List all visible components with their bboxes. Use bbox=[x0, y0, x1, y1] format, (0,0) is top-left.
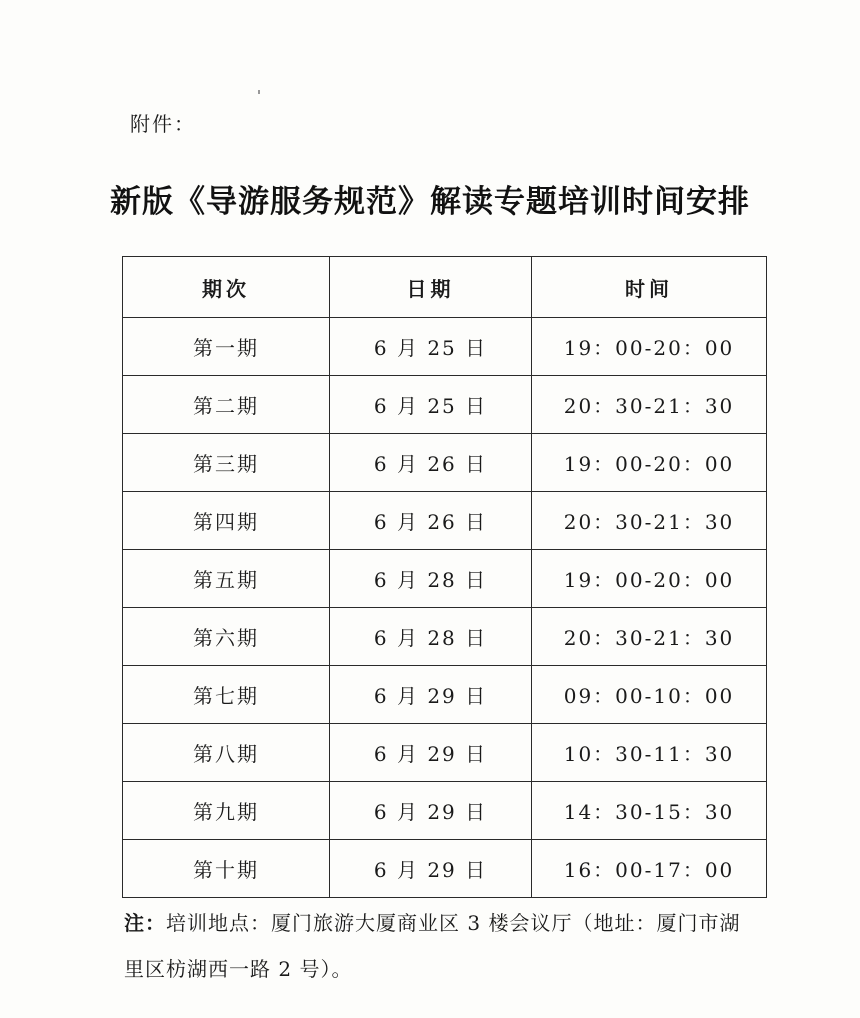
table-row bbox=[123, 840, 767, 898]
table-row bbox=[123, 724, 767, 782]
date-cell: 6 月 29 日 bbox=[330, 666, 532, 724]
time-cell: 20：30-21：30 bbox=[532, 492, 767, 550]
header-time: 时间 bbox=[532, 257, 767, 318]
time-cell: 09：00-10：00 bbox=[532, 666, 767, 724]
table-row bbox=[123, 492, 767, 550]
date-cell: 6 月 25 日 bbox=[330, 318, 532, 376]
session-cell: 第六期 bbox=[123, 608, 330, 666]
time-cell: 10：30-11：30 bbox=[532, 724, 767, 782]
session-cell: 第一期 bbox=[123, 318, 330, 376]
footnote-text: 培训地点：厦门旅游大厦商业区 3 楼会议厅（地址：厦门市湖里区枋湖西一路 2 号）。 bbox=[124, 911, 741, 981]
table-row bbox=[123, 376, 767, 434]
schedule-table bbox=[122, 256, 767, 898]
footnote-label: 注： bbox=[124, 911, 166, 935]
date-cell: 6 月 28 日 bbox=[330, 608, 532, 666]
time-cell: 19：00-20：00 bbox=[532, 318, 767, 376]
time-cell: 19：00-20：00 bbox=[532, 434, 767, 492]
time-cell: 14：30-15：30 bbox=[532, 782, 767, 840]
session-cell: 第三期 bbox=[123, 434, 330, 492]
date-cell: 6 月 29 日 bbox=[330, 840, 532, 898]
scan-speck bbox=[258, 90, 260, 94]
table-row bbox=[123, 782, 767, 840]
table-row bbox=[123, 666, 767, 724]
session-cell: 第五期 bbox=[123, 550, 330, 608]
table-row bbox=[123, 434, 767, 492]
session-cell: 第九期 bbox=[123, 782, 330, 840]
table-row bbox=[123, 608, 767, 666]
header-session: 期次 bbox=[123, 257, 330, 318]
date-cell: 6 月 26 日 bbox=[330, 492, 532, 550]
document-title: 新版《导游服务规范》解读专题培训时间安排 bbox=[110, 184, 750, 220]
footnote bbox=[124, 900, 744, 992]
date-cell: 6 月 28 日 bbox=[330, 550, 532, 608]
session-cell: 第七期 bbox=[123, 666, 330, 724]
table-header-row bbox=[123, 257, 767, 318]
session-cell: 第二期 bbox=[123, 376, 330, 434]
date-cell: 6 月 26 日 bbox=[330, 434, 532, 492]
time-cell: 20：30-21：30 bbox=[532, 608, 767, 666]
session-cell: 第八期 bbox=[123, 724, 330, 782]
attachment-label: 附件： bbox=[130, 112, 196, 136]
date-cell: 6 月 29 日 bbox=[330, 724, 532, 782]
header-date: 日期 bbox=[330, 257, 532, 318]
time-cell: 16：00-17：00 bbox=[532, 840, 767, 898]
time-cell: 20：30-21：30 bbox=[532, 376, 767, 434]
date-cell: 6 月 25 日 bbox=[330, 376, 532, 434]
time-cell: 19：00-20：00 bbox=[532, 550, 767, 608]
session-cell: 第十期 bbox=[123, 840, 330, 898]
table-row bbox=[123, 318, 767, 376]
session-cell: 第四期 bbox=[123, 492, 330, 550]
date-cell: 6 月 29 日 bbox=[330, 782, 532, 840]
table-row bbox=[123, 550, 767, 608]
